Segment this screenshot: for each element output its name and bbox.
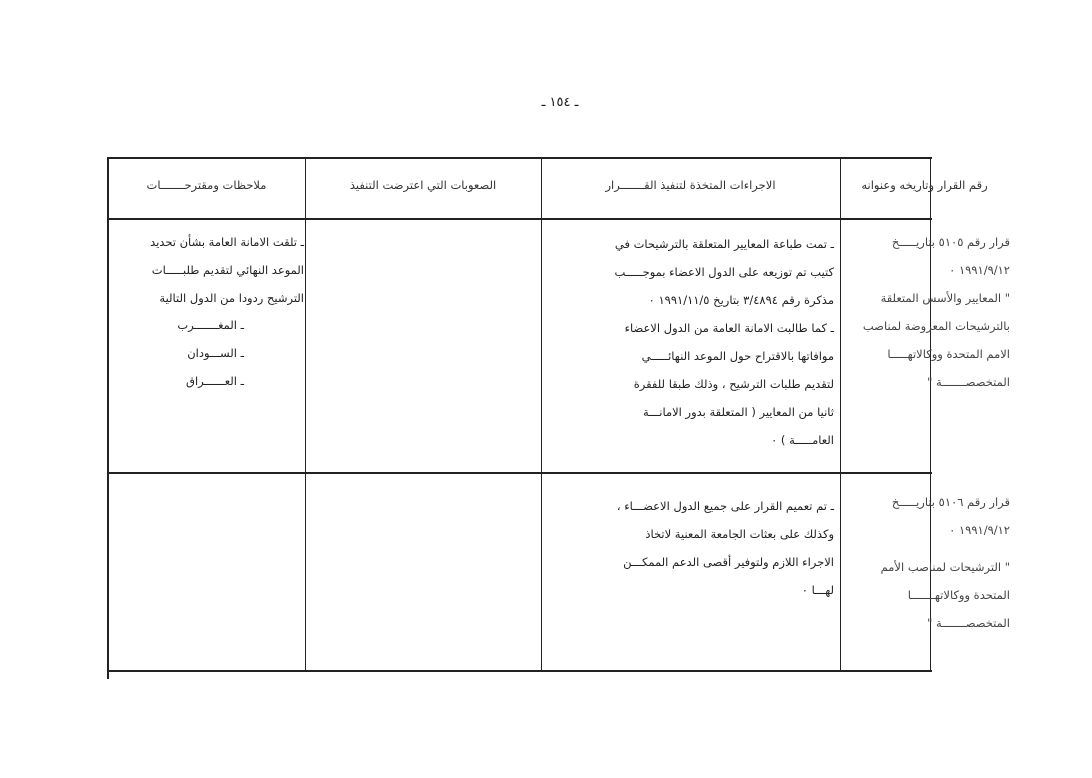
decision-line: قرار رقم ٥١٠٥ بتاريـــــخ [891, 235, 1010, 249]
row-divider [107, 472, 932, 474]
page-number: ـ ١٥٤ ـ [541, 95, 579, 110]
row1-actions [549, 230, 834, 454]
action-line: موافاتها بالاقتراح حول الموعد النهائـــــي [641, 349, 834, 363]
decision-line: الامم المتحدة ووكالاتهـــــا [887, 347, 1010, 361]
notes-line: الترشيح ردودا من الدول التالية [159, 291, 304, 305]
notes-line: الموعد النهائي لتقديم طلبـــــات [151, 263, 304, 277]
decision-line: قرار رقم ٥١٠٦ بتاريـــــخ [891, 495, 1010, 509]
action-line: ـ كما طالبت الامانة العامة من الدول الاعضاء [624, 321, 834, 335]
country-item: ـ الســـودان [187, 346, 244, 360]
action-line: العامـــــة ) ٠ [771, 433, 834, 447]
decision-line: المتخصصـــــــة " [927, 375, 1010, 389]
action-line: الاجراء اللازم ولتوفير أقصى الدعم الممكـــن [623, 555, 834, 569]
country-item: ـ المغـــــــرب [177, 318, 244, 332]
decision-line: ١٩٩١/٩/١٢ ٠ [949, 523, 1010, 537]
header-difficulties: الصعوبات التي اعترضت التنفيذ [349, 178, 497, 192]
table-bottom-border [107, 670, 932, 672]
action-line: ثانيا من المعايير ( المتعلقة بدور الامانـــة [642, 405, 834, 419]
table-top-border [107, 157, 932, 159]
header-bottom-border [107, 218, 932, 220]
header-notes: ملاحظات ومقترحـــــــات [146, 178, 267, 192]
decision-line: ١٩٩١/٩/١٢ ٠ [949, 263, 1010, 277]
col-divider-1 [305, 157, 306, 672]
row1-decision [850, 228, 1010, 396]
notes-line: ـ تلقت الامانة العامة بشأن تحديد [150, 235, 304, 249]
row2-decision [850, 488, 1010, 544]
row2-decision-title [850, 553, 1010, 637]
decision-line: المتحدة ووكالاتهـــــــا [907, 588, 1010, 602]
action-line: كتيب تم توزيعه على الدول الاعضاء بموجـــــب [614, 265, 834, 279]
header-decision: رقم القرار وتاريخه وعنوانه [861, 178, 988, 192]
row2-actions [549, 492, 834, 604]
decision-line: المتخصصـــــــة " [927, 616, 1010, 630]
action-line: مذكرة رقم ٣/٤٨٩٤ بتاريخ ١٩٩١/١١/٥ ٠ [648, 293, 834, 307]
country-item: ـ العــــــراق [186, 374, 244, 388]
header-actions: الاجراءات المتخذة لتنفيذ القـــــــرار [605, 178, 776, 192]
action-line: لتقديم طلبات الترشيح ، وذلك طبقا للفقرة [633, 377, 834, 391]
decision-line: بالترشيحات المعروضة لمناصب [862, 319, 1010, 333]
decision-line: " الترشيحات لمناصب الأمم [880, 560, 1010, 574]
action-line: ـ تمت طباعة المعايير المتعلقة بالترشيحات في [614, 237, 834, 251]
decision-line: " المعايير والأسس المتعلقة [880, 291, 1010, 305]
action-line: وكذلك على بعثات الجامعة المعنية لاتخاذ [645, 527, 834, 541]
col-divider-2 [541, 157, 542, 672]
col-divider-3 [840, 157, 841, 672]
action-line: لهـــا ٠ [801, 583, 834, 597]
action-line: ـ تم تعميم القرار على جميع الدول الاعضـــاء ، [616, 499, 834, 513]
row1-notes [109, 228, 304, 312]
row1-countries [124, 311, 244, 395]
